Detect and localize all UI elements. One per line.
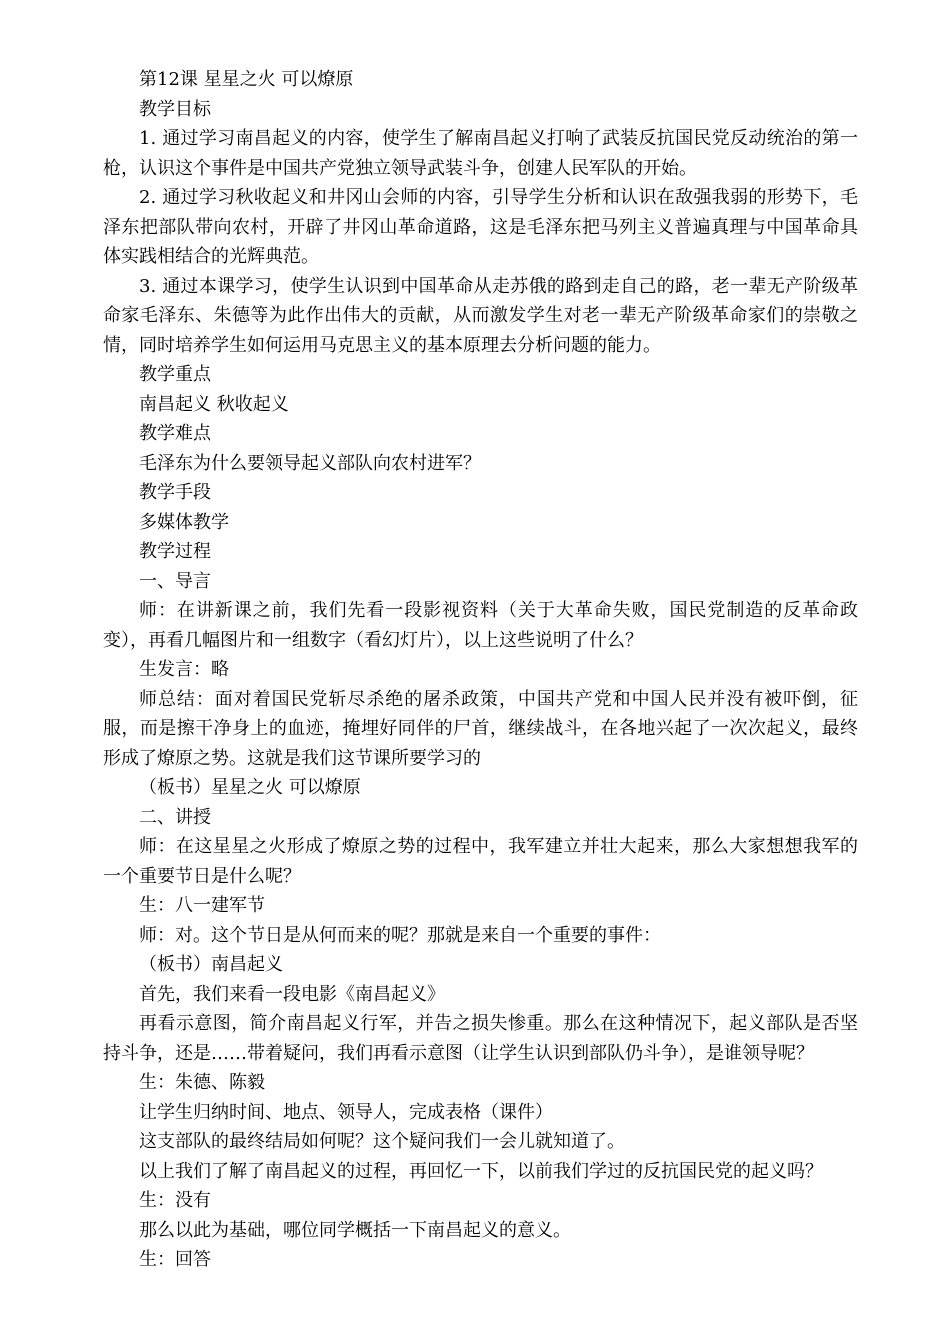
section-heading: 教学难点 <box>139 423 211 444</box>
paragraph: 师总结：面对着国民党斩尽杀绝的屠杀政策，中国共产党和中国人民并没有被吓倒，征服，而是擦干净身上的血迹，掩埋好同伴的尸首，继续战斗，在各地兴起了一次次起义，最终形成了燎原之势。这就是我们这节课所要学习的 <box>103 688 858 769</box>
section-heading: 教学目标 <box>139 98 211 120</box>
paragraph: 多媒体教学 <box>139 511 229 533</box>
paragraph: 毛泽东为什么要领导起义部队向农村进军？ <box>139 452 481 474</box>
paragraph: （板书）星星之火 可以燎原 <box>139 777 361 798</box>
paragraph: 师：在这星星之火形成了燎原之势的过程中，我军建立并壮大起来，那么大家想想我军的一个重要节日是什么呢？ <box>103 836 858 887</box>
paragraph: 生发言：略 <box>139 659 229 680</box>
document-page <box>103 65 858 1275</box>
objective-1: 1. 通过学习南昌起义的内容，使学生了解南昌起义打响了武装反抗国民党反动统治的第一枪，认识这个事件是中国共产党独立领导武装斗争，创建人民军队的开始。 <box>103 128 858 179</box>
paragraph: 师：在讲新课之前，我们先看一段影视资料（关于大革命失败，国民党制造的反革命政变），再看几幅图片和一组数字（看幻灯片），以上这些说明了什么？ <box>103 600 858 651</box>
paragraph: 再看示意图，简介南昌起义行军，并告之损失惨重。那么在这种情况下，起义部队是否坚持斗争，还是……带着疑问，我们再看示意图（让学生认识到部队仍斗争），是谁领导呢？ <box>103 1013 858 1064</box>
objective-3: 3. 通过本课学习，使学生认识到中国革命从走苏俄的路到走自己的路，老一辈无产阶级革命家毛泽东、朱德等为此作出伟大的贡献，从而激发学生对老一辈无产阶级革命家们的崇敬之情，同时培养学生如何运用马克思主义的基本原理去分析问题的能力。 <box>103 275 858 356</box>
section-heading: 二、讲授 <box>139 806 211 828</box>
paragraph: 让学生归纳时间、地点、领导人，完成表格（课件） <box>139 1101 553 1123</box>
paragraph: 这支部队的最终结局如何呢？这个疑问我们一会儿就知道了。 <box>139 1131 625 1152</box>
paragraph: （板书）南昌起义 <box>139 954 283 975</box>
paragraph: 南昌起义 秋收起义 <box>139 393 289 415</box>
paragraph: 首先，我们来看一段电影《南昌起义》 <box>139 983 445 1005</box>
paragraph: 生：没有 <box>139 1190 211 1211</box>
lesson-title: 第12课 星星之火 可以燎原 <box>139 69 354 90</box>
paragraph: 那么以此为基础，哪位同学概括一下南昌起义的意义。 <box>139 1219 571 1241</box>
paragraph: 师：对。这个节日是从何而来的呢？那就是来自一个重要的事件： <box>139 924 661 946</box>
objective-2: 2. 通过学习秋收起义和井冈山会师的内容，引导学生分析和认识在敌强我弱的形势下，毛泽东把部队带向农村，开辟了井冈山革命道路，这是毛泽东把马列主义普遍真理与中国革命具体实践相结合的光辉典范。 <box>103 187 858 267</box>
paragraph: 生：八一建军节 <box>139 895 265 916</box>
section-heading: 教学手段 <box>139 482 211 503</box>
section-heading: 一、导言 <box>139 570 211 592</box>
paragraph: 生：朱德、陈毅 <box>139 1072 265 1093</box>
section-heading: 教学过程 <box>139 541 211 562</box>
paragraph: 以上我们了解了南昌起义的过程，再回忆一下，以前我们学过的反抗国民党的起义吗？ <box>139 1160 823 1182</box>
section-heading: 教学重点 <box>139 364 211 385</box>
paragraph: 生：回答 <box>139 1249 211 1270</box>
